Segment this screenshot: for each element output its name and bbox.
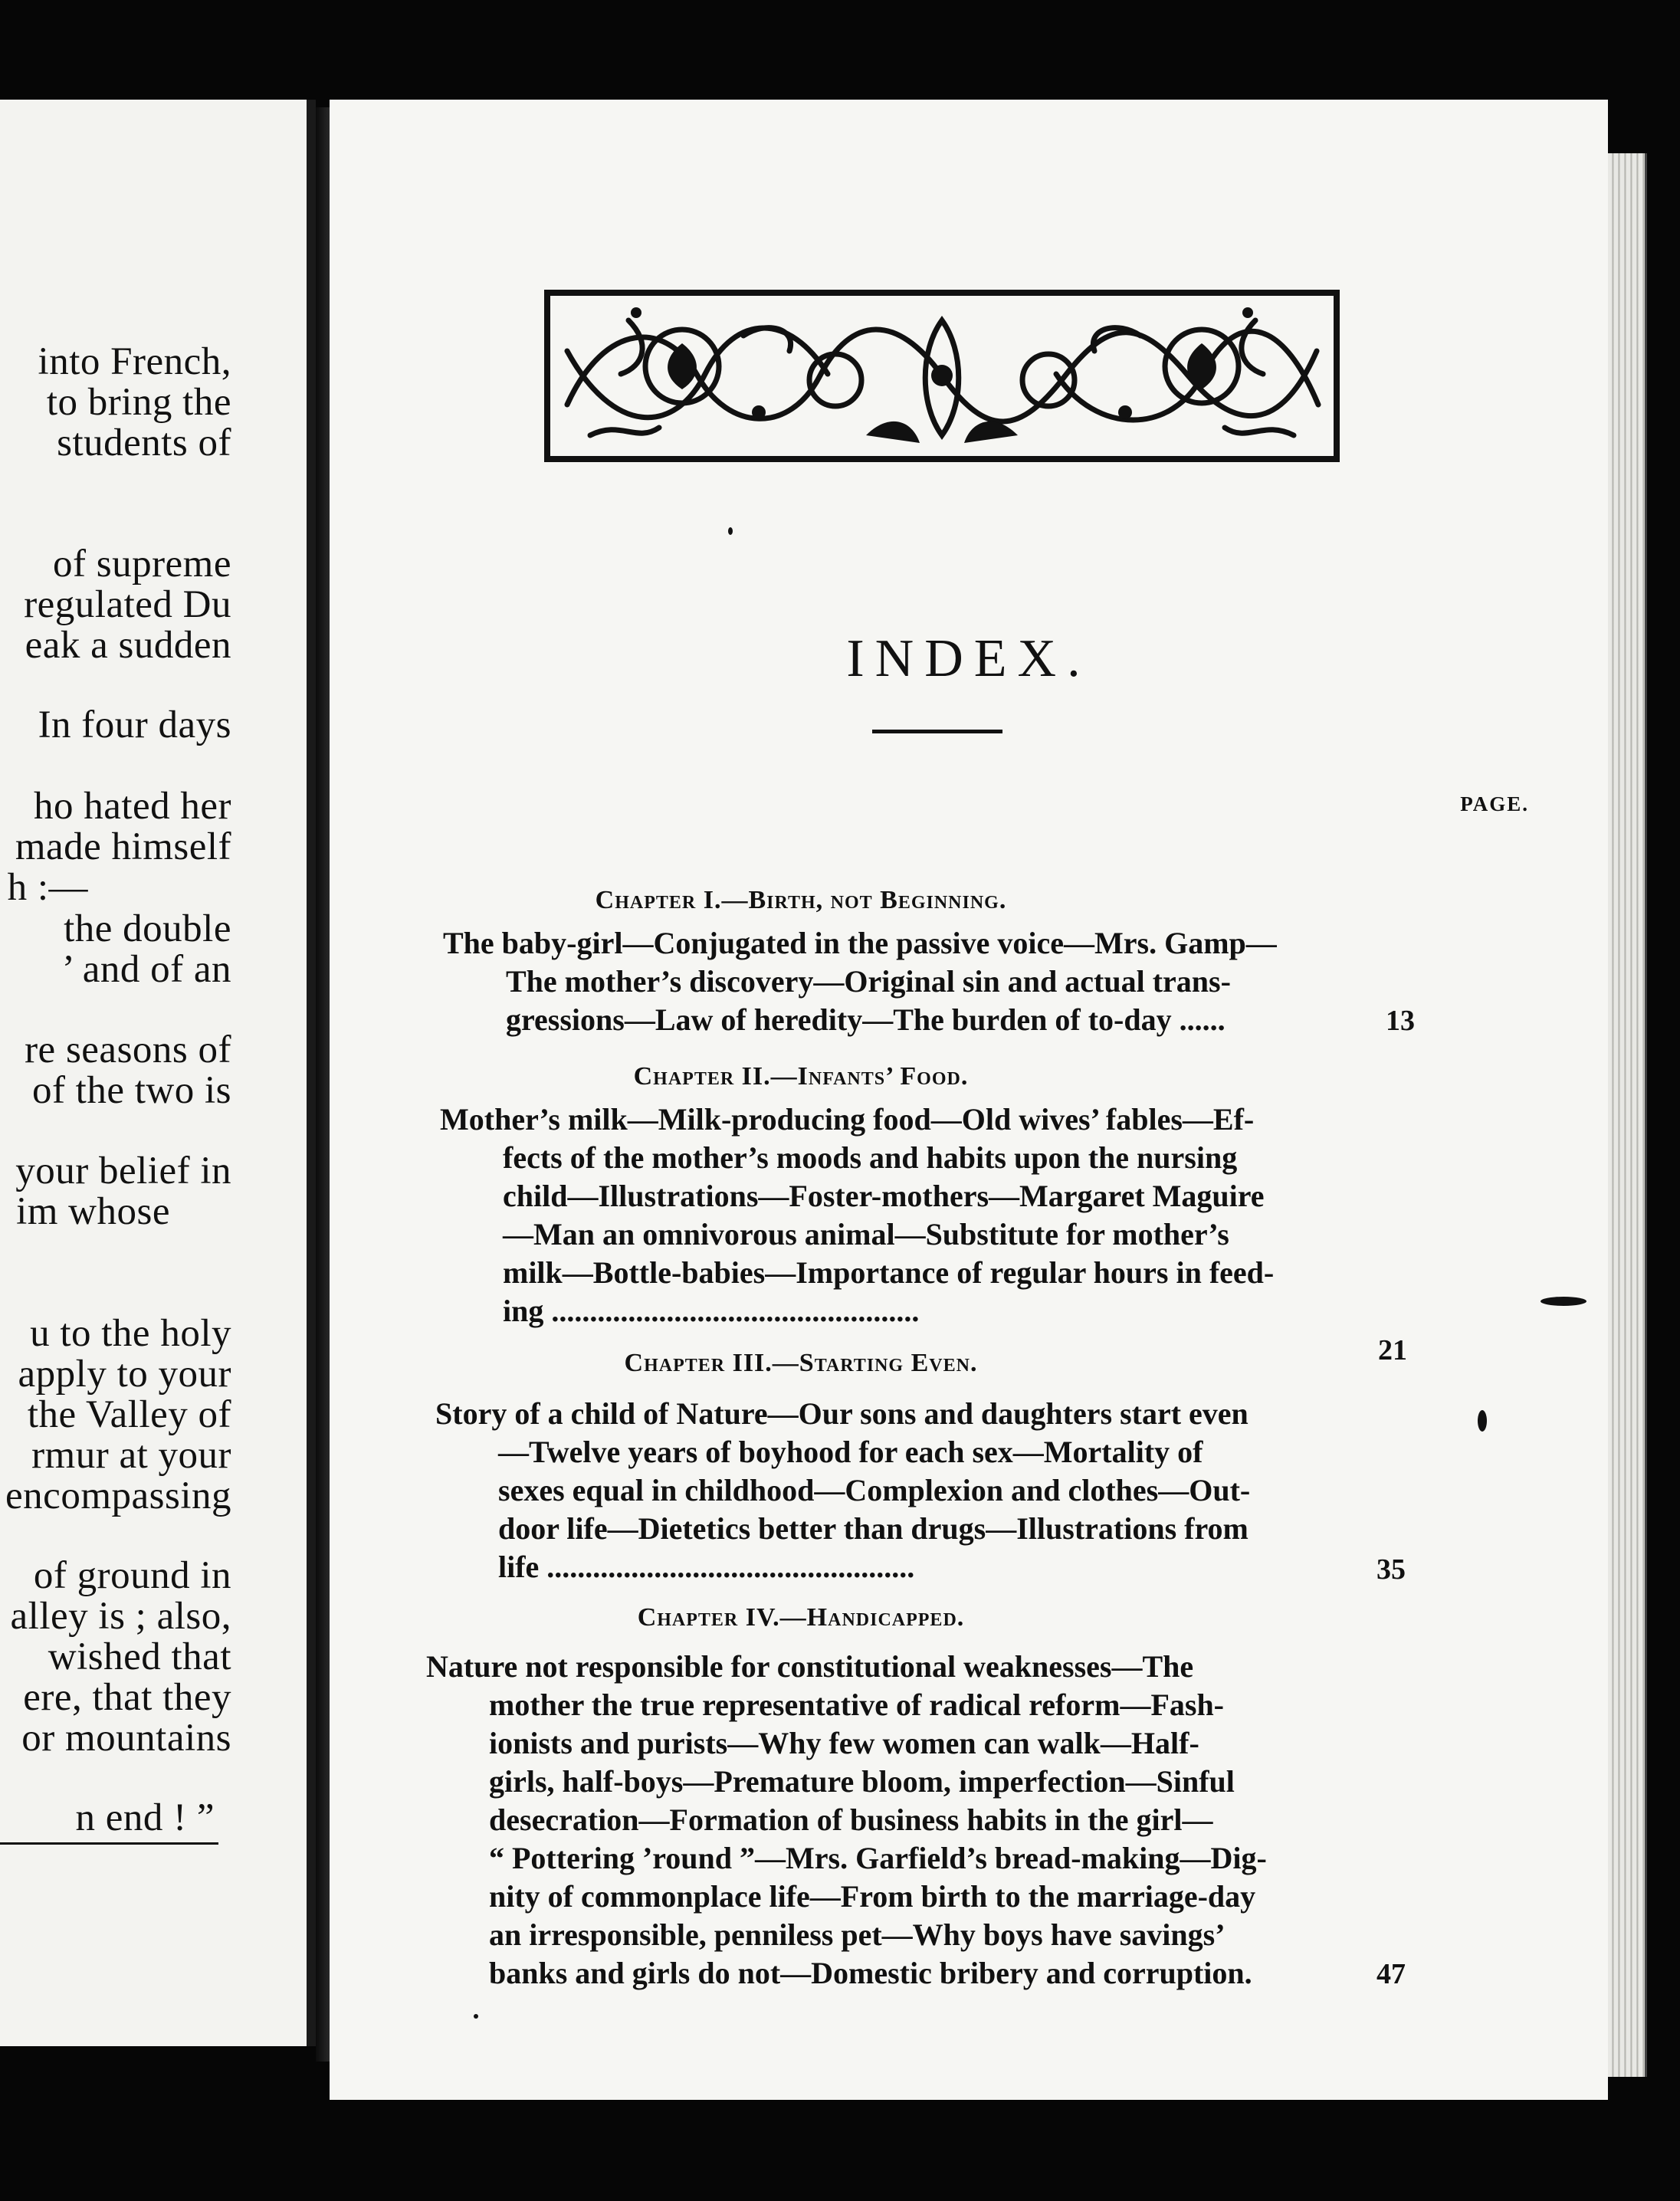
footnote-rule: [0, 1842, 218, 1845]
left-page-line: of the two is: [31, 1069, 231, 1112]
left-page-line: h :—: [7, 866, 88, 909]
left-page-line: alley is ; also,: [10, 1595, 231, 1638]
left-page-line: eak a sudden: [25, 624, 231, 667]
left-page-line: to bring the: [46, 381, 231, 424]
chapter-entry-line: girls, half-boys—Premature bloom, imperfection—Sinful: [489, 1764, 1235, 1799]
chapter-entry-line: an irresponsible, penniless pet—Why boys have savings’: [489, 1917, 1226, 1952]
left-page-line: regulated Du: [24, 583, 231, 626]
left-page-line: rmur at your: [31, 1434, 231, 1477]
page-edges: [1608, 153, 1647, 2077]
left-page-line: re seasons of: [25, 1028, 231, 1071]
chapter-title: Chapter III.—Starting Even.: [624, 1349, 978, 1377]
chapter-entry-line: The mother’s discovery—Original sin and actual trans-: [506, 964, 1231, 999]
left-page-line: u to the holy: [30, 1312, 231, 1355]
left-page-line: your belief in: [15, 1150, 231, 1192]
chapter-entry-line: mother the true representative of radical reform—Fash-: [489, 1688, 1225, 1722]
chapter-entry-line: door life—Dietetics better than drugs—Illustrations from: [498, 1511, 1249, 1546]
page-column-label: PAGE.: [1460, 792, 1529, 815]
chapter-entry-line: The baby-girl—Conjugated in the passive voice—Mrs. Gamp—: [443, 926, 1277, 960]
left-page-line: In four days: [38, 704, 231, 746]
left-page-line: the double: [64, 907, 231, 950]
chapter-entry-line: gressions—Law of heredity—The burden of to-day ......: [506, 1002, 1226, 1037]
left-page-line: wished that: [48, 1635, 231, 1678]
page-number: 21: [1378, 1334, 1407, 1366]
chapter-entry-line: milk—Bottle-babies—Importance of regular hours in feed-: [503, 1255, 1275, 1290]
page-number: 47: [1376, 1958, 1406, 1990]
title-rule: [872, 730, 1002, 733]
chapter-entry-line: —Man an omnivorous animal—Substitute for mother’s: [503, 1217, 1229, 1251]
left-page-line: of ground in: [33, 1554, 231, 1597]
chapter-entry-line: banks and girls do not—Domestic bribery and corruption.: [489, 1956, 1252, 1990]
left-page-line: im whose: [16, 1190, 170, 1233]
chapter-entry-line: —Twelve years of boyhood for each sex—Mortality of: [498, 1435, 1203, 1469]
left-page-line: the Valley of: [27, 1393, 231, 1436]
page-number: 35: [1376, 1553, 1406, 1586]
chapter-entry-line: ing ................................................: [503, 1294, 920, 1328]
left-page-line: ho hated her: [33, 785, 231, 828]
chapter-entry-line: ionists and purists—Why few women can walk—Half-: [489, 1726, 1199, 1760]
chapter-entry-line: Nature not responsible for constitutional weaknesses—The: [426, 1649, 1194, 1684]
chapter-title: Chapter II.—Infants’ Food.: [633, 1062, 969, 1091]
page-number: 13: [1386, 1005, 1415, 1037]
chapter-entry-line: Story of a child of Nature—Our sons and daughters start even: [435, 1396, 1249, 1431]
ink-speck: [474, 2014, 478, 2019]
chapter-entry-line: nity of commonplace life—From birth to the marriage-day: [489, 1879, 1256, 1914]
page-title: INDEX.: [846, 629, 1091, 688]
left-page-line: apply to your: [18, 1353, 231, 1396]
ornament-band: [544, 290, 1340, 462]
ink-speck: [1541, 1297, 1586, 1306]
ink-speck: [728, 527, 733, 535]
left-page-line: ere, that they: [23, 1676, 231, 1719]
chapter-entry-line: fects of the mother’s moods and habits upon the nursing: [503, 1140, 1238, 1175]
left-page-line: into French,: [38, 340, 231, 383]
chapter-entry-line: Mother’s milk—Milk-producing food—Old wives’ fables—Ef-: [440, 1102, 1255, 1137]
index-page: [330, 100, 1608, 2100]
left-page-line: of supreme: [52, 543, 231, 586]
chapter-entry-line: sexes equal in childhood—Complexion and clothes—Out-: [498, 1473, 1251, 1507]
left-page-line: or mountains: [21, 1717, 231, 1760]
left-page-gutter: [307, 100, 316, 2046]
chapter-entry-line: life ................................................: [498, 1550, 915, 1584]
left-page-line: students of: [57, 422, 231, 464]
left-page-line: made himself: [15, 825, 231, 868]
chapter-entry-line: child—Illustrations—Foster-mothers—Margaret Maguire: [503, 1179, 1265, 1213]
left-page-line: n end ! ”: [75, 1796, 215, 1839]
left-page-line: encompassing: [5, 1474, 231, 1517]
chapter-entry-line: “ Pottering ’round ”—Mrs. Garfield’s bread-making—Dig-: [489, 1841, 1267, 1875]
chapter-entry-line: desecration—Formation of business habits in the girl—: [489, 1802, 1213, 1837]
left-page: [0, 100, 307, 2046]
chapter-title: Chapter I.—Birth, not Beginning.: [595, 886, 1007, 914]
chapter-title: Chapter IV.—Handicapped.: [637, 1603, 965, 1632]
left-page-line: ’ and of an: [61, 948, 231, 991]
ink-speck: [1478, 1410, 1487, 1432]
